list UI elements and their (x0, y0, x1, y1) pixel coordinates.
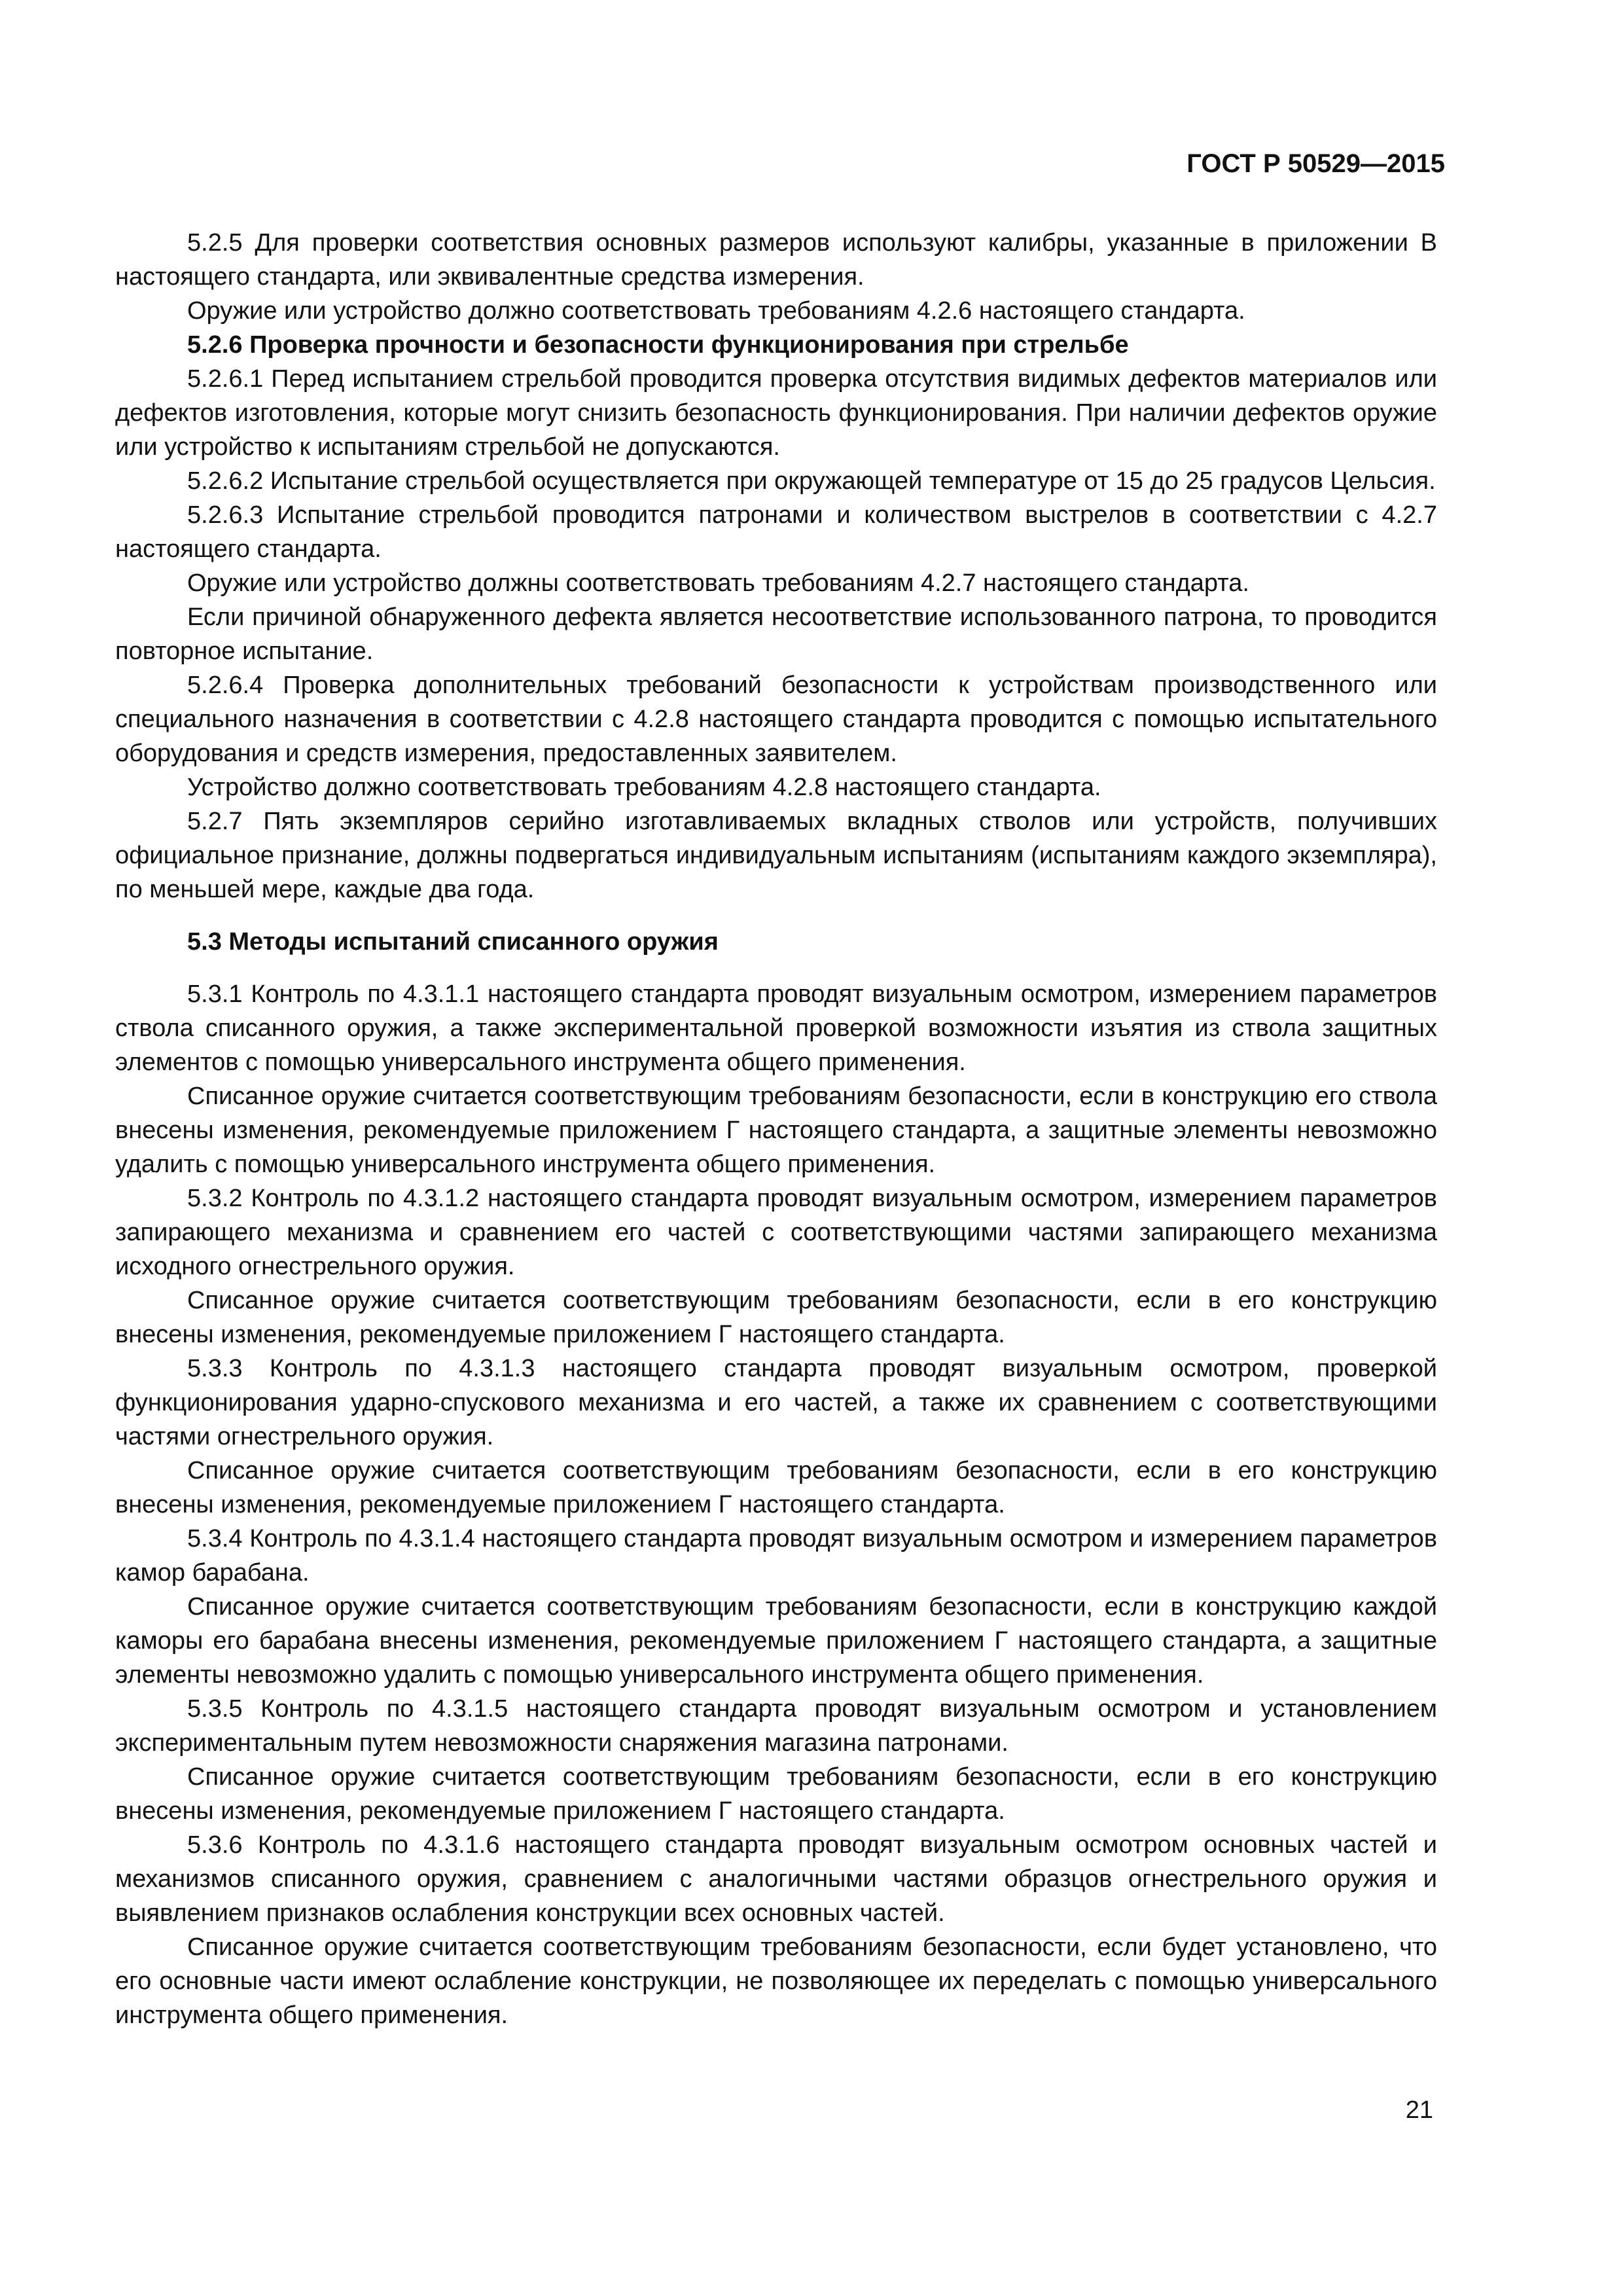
page-number: 21 (1405, 2096, 1433, 2124)
paragraph: Списанное оружие считается соответствующим требованиям безопасности, если в конструкцию каждой каморы его барабана внесены изменения, рекомендуемые приложением Г настоящего стандарта, а защитные элементы невозможно удалить с помощью универсального инструмента общего применения. (115, 1593, 1437, 1689)
paragraph: 5.2.6.1 Перед испытанием стрельбой проводится проверка отсутствия видимых дефектов материалов или дефектов изготовления, которые могут снизить безопасность функционирования. При наличии дефектов оружие или устройство к испытаниям стрельбой не допускаются. (115, 365, 1437, 461)
paragraph: 5.3.3 Контроль по 4.3.1.3 настоящего стандарта проводят визуальным осмотром, проверкой функционирования ударно-спускового механизма и его частей, а также их сравнением с соответствующими частями огнестрельного оружия. (115, 1355, 1437, 1450)
paragraph: 5.3.5 Контроль по 4.3.1.5 настоящего стандарта проводят визуальным осмотром и установлением экспериментальным путем невозможности снаряжения магазина патронами. (115, 1695, 1437, 1757)
paragraph: Списанное оружие считается соответствующим требованиям безопасности, если в его конструкцию внесены изменения, рекомендуемые приложением Г настоящего стандарта. (115, 1457, 1437, 1518)
paragraph: Списанное оружие считается соответствующим требованиям безопасности, если в его конструкцию внесены изменения, рекомендуемые приложением Г настоящего стандарта. (115, 1763, 1437, 1825)
paragraph: 5.2.5 Для проверки соответствия основных размеров используют калибры, указанные в приложении В настоящего стандарта, или эквивалентные средства измерения. (115, 229, 1437, 291)
paragraph: 5.3.6 Контроль по 4.3.1.6 настоящего стандарта проводят визуальным осмотром основных частей и механизмов списанного оружия, сравнением с аналогичными частями образцов огнестрельного оружия и выявлением признаков ослабления конструкции всех основных частей. (115, 1831, 1437, 1927)
paragraph: Списанное оружие считается соответствующим требованиям безопасности, если будет установлено, что его основные части имеют ослабление конструкции, не позволяющее их переделать с помощью универсального инструмента общего применения. (115, 1933, 1437, 2029)
paragraph: 5.3.2 Контроль по 4.3.1.2 настоящего стандарта проводят визуальным осмотром, измерением параметров запирающего механизма и сравнением его частей с соответствующими частями запирающего механизма исходного огнестрельного оружия. (115, 1185, 1437, 1280)
paragraph: Устройство должно соответствовать требованиям 4.2.8 настоящего стандарта. (187, 774, 1101, 801)
paragraph: 5.2.7 Пять экземпляров серийно изготавливаемых вкладных стволов или устройств, получивших официальное признание, должны подвергаться индивидуальным испытаниям (испытаниям каждого экземпляра), по меньшей мере, каждые два года. (115, 808, 1437, 903)
subsection-heading: 5.2.6 Проверка прочности и безопасности функционирования при стрельбе (187, 331, 1129, 359)
paragraph: 5.2.6.4 Проверка дополнительных требований безопасности к устройствам производственного или специального назначения в соответствии с 4.2.8 настоящего стандарта проводится с помощью испытательного оборудования и средств измерения, предоставленных заявителем. (115, 672, 1437, 767)
paragraph: Оружие или устройство должно соответствовать требованиям 4.2.6 настоящего стандарта. (187, 297, 1245, 325)
document-header: ГОСТ Р 50529—2015 (1186, 149, 1445, 178)
paragraph: 5.2.6.2 Испытание стрельбой осуществляется при окружающей температуре от 15 до 25 градусов Цельсия. (187, 467, 1436, 495)
paragraph: Списанное оружие считается соответствующим требованиям безопасности, если в его конструкцию внесены изменения, рекомендуемые приложением Г настоящего стандарта. (115, 1287, 1437, 1348)
document-body (115, 226, 1437, 2032)
paragraph: Оружие или устройство должны соответствовать требованиям 4.2.7 настоящего стандарта. (187, 569, 1249, 597)
paragraph: 5.2.6.3 Испытание стрельбой проводится патронами и количеством выстрелов в соответствии с 4.2.7 настоящего стандарта. (115, 501, 1437, 563)
paragraph: Если причиной обнаруженного дефекта является несоответствие использованного патрона, то проводится повторное испытание. (115, 603, 1437, 665)
section-heading: 5.3 Методы испытаний списанного оружия (187, 928, 719, 956)
paragraph: 5.3.1 Контроль по 4.3.1.1 настоящего стандарта проводят визуальным осмотром, измерением параметров ствола списанного оружия, а также экспериментальной проверкой возможности изъятия из ствола защитных элементов с помощью универсального инструмента общего применения. (115, 980, 1437, 1076)
paragraph: Списанное оружие считается соответствующим требованиям безопасности, если в конструкцию его ствола внесены изменения, рекомендуемые приложением Г настоящего стандарта, а защитные элементы невозможно удалить с помощью универсального инструмента общего применения. (115, 1083, 1437, 1178)
paragraph: 5.3.4 Контроль по 4.3.1.4 настоящего стандарта проводят визуальным осмотром и измерением параметров камор барабана. (115, 1525, 1437, 1587)
